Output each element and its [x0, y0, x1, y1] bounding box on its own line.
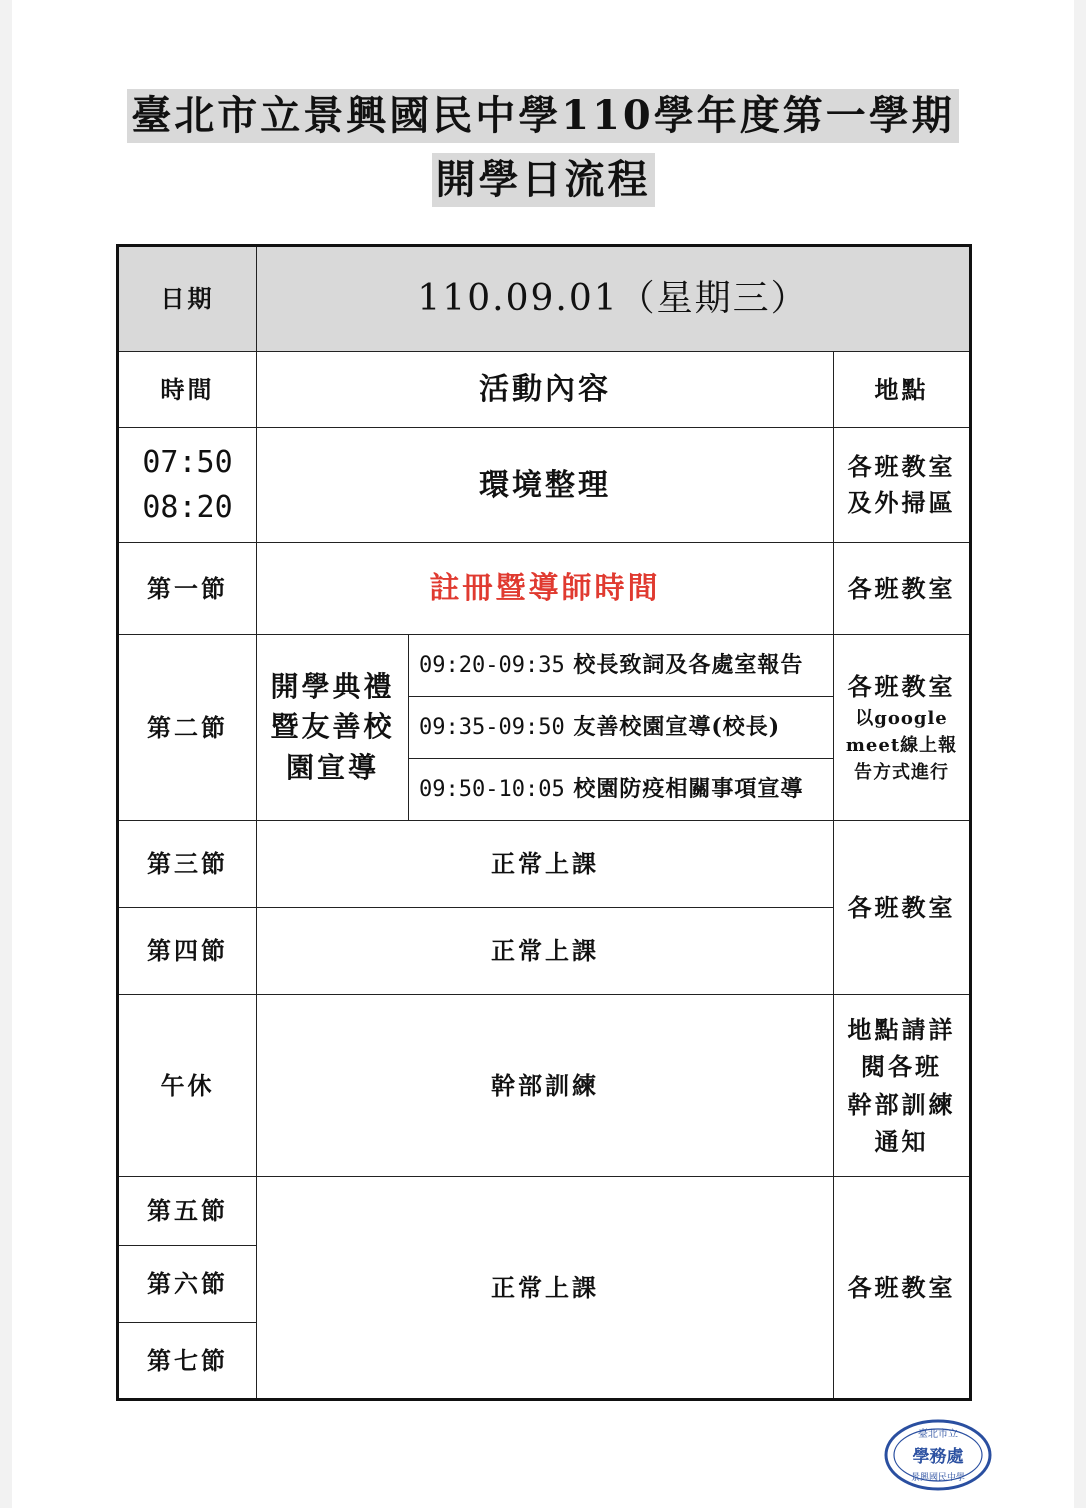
location-line: 告方式進行 [854, 762, 950, 783]
period-cell: 第二節 [118, 635, 257, 821]
location-line: 各班教室 [847, 672, 956, 701]
agenda-item-text: 校園防疫相關事項宣導 [573, 776, 804, 802]
location-line: 地點請詳 [847, 1015, 956, 1045]
date-value: 110.09.01（星期三） [257, 246, 971, 352]
title-line-1: 臺北市立景興國民中學110學年度第一學期 [127, 89, 959, 143]
time-header: 時間 [118, 352, 257, 428]
period-cell: 第六節 [118, 1246, 257, 1323]
agenda-item [409, 697, 834, 759]
document-title-line-2 [0, 153, 1086, 207]
agenda-item-time: 09:35-09:50 [419, 715, 565, 740]
location-line: meet線上報 [845, 735, 958, 756]
title-line-2: 開學日流程 [432, 153, 655, 207]
seal-center-text: 學務處 [912, 1447, 964, 1467]
period-cell: 午休 [118, 995, 257, 1177]
table-row [118, 1177, 971, 1246]
activity-cell: 幹部訓練 [257, 995, 834, 1177]
agenda-item-text: 校長致詞及各處室報告 [573, 652, 804, 678]
location-line: 通知 [874, 1126, 929, 1156]
location-cell: 各班教室 [834, 543, 971, 635]
location-line: 閱各班 [861, 1052, 943, 1082]
location-cell [834, 995, 971, 1177]
table-row [118, 635, 971, 697]
table-row [118, 821, 971, 908]
location-header: 地點 [834, 352, 971, 428]
column-header-row [118, 352, 971, 428]
agenda-item-text: 友善校園宣導(校長) [573, 714, 781, 740]
location-line: 以google [855, 708, 948, 729]
activity-cell: 正常上課 [257, 1177, 834, 1400]
time-start: 07:50 [142, 445, 233, 480]
location-cell: 各班教室 [834, 1177, 971, 1400]
seal-bottom-text: 景興國民中學 [910, 1473, 966, 1483]
location-cell [834, 635, 971, 821]
agenda-item-time: 09:20-09:35 [419, 653, 565, 678]
ceremony-line: 開學典禮 [270, 669, 395, 703]
location-cell: 各班教室 [834, 821, 971, 995]
location-line: 各班教室 [847, 452, 956, 481]
schedule-table [116, 244, 972, 1401]
activity-cell: 正常上課 [257, 821, 834, 908]
activity-cell: 註冊暨導師時間 [257, 543, 834, 635]
ceremony-cell [257, 635, 409, 821]
agenda-item-time: 09:50-10:05 [419, 777, 565, 802]
agenda-item [409, 759, 834, 821]
date-label: 日期 [118, 246, 257, 352]
period-cell: 第四節 [118, 908, 257, 995]
table-row [118, 995, 971, 1177]
table-row [118, 543, 971, 635]
ceremony-line: 園宣導 [285, 750, 379, 784]
period-cell: 第三節 [118, 821, 257, 908]
time-cell [118, 428, 257, 543]
period-cell: 第五節 [118, 1177, 257, 1246]
location-cell [834, 428, 971, 543]
agenda-item [409, 635, 834, 697]
time-end: 08:20 [142, 490, 233, 525]
seal-stamp [883, 1418, 993, 1492]
activity-cell: 正常上課 [257, 908, 834, 995]
period-cell: 第一節 [118, 543, 257, 635]
period-cell: 第七節 [118, 1323, 257, 1400]
document-title-line-1 [0, 89, 1086, 143]
activity-header: 活動內容 [257, 352, 834, 428]
table-row [118, 428, 971, 543]
location-line: 及外掃區 [847, 488, 956, 517]
date-row [118, 246, 971, 352]
location-line: 幹部訓練 [847, 1089, 956, 1119]
seal-top-text: 臺北市立 [918, 1429, 958, 1440]
activity-cell: 環境整理 [257, 428, 834, 543]
ceremony-line: 暨友善校 [270, 710, 395, 744]
